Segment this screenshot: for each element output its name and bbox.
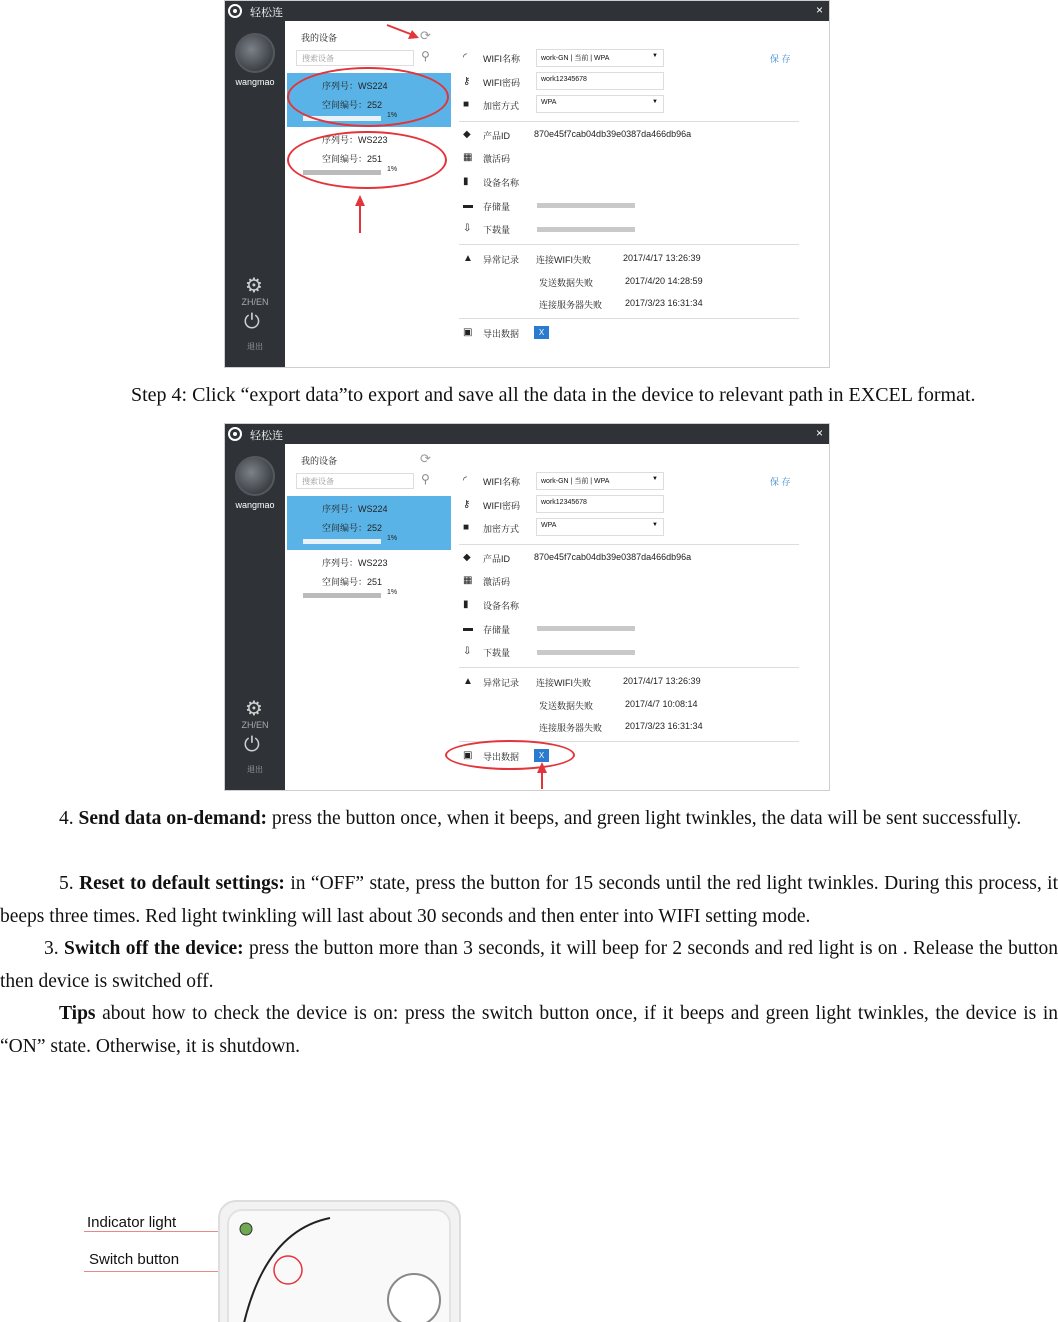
p4-heading: Send data on-demand:	[78, 808, 268, 829]
barcode-icon: ▮	[463, 599, 469, 610]
lock-icon: ■	[463, 99, 470, 110]
storage-label: 存储量	[483, 202, 511, 212]
download-icon: ⇩	[463, 223, 472, 234]
excel-icon[interactable]: X	[534, 749, 549, 762]
language-toggle[interactable]: ZH/EN	[241, 297, 269, 307]
device-progress: 1%	[387, 535, 398, 542]
error-message: 连接WIFI失败	[536, 255, 591, 265]
device-serial: 序列号：WS223	[322, 135, 388, 145]
device-photo	[218, 1200, 461, 1322]
p4-num: 4.	[59, 808, 79, 829]
power-icon[interactable]: ⏻	[244, 734, 260, 756]
error-time: 2017/4/20 14:28:59	[625, 276, 703, 286]
warning-icon: ▲	[463, 253, 473, 264]
errors-label: 异常记录	[483, 678, 520, 688]
search-input[interactable]: 搜索设备	[296, 473, 414, 489]
error-message: 连接服务器失败	[539, 723, 603, 733]
error-time: 2017/4/17 13:26:39	[623, 676, 701, 686]
device-progress: 1%	[387, 589, 398, 596]
paragraph-reset	[0, 867, 1058, 933]
wifi-name-label: WIFI名称	[483, 54, 520, 64]
key-icon: ⚷	[463, 76, 471, 87]
wifi-password-label: WIFI密码	[483, 78, 520, 88]
tag-icon: ◆	[463, 129, 471, 140]
product-id-label: 产品ID	[483, 554, 511, 564]
refresh-icon[interactable]: ⟳	[420, 28, 431, 43]
step-caption: Step 4: Click “export data”to export and save all the data in the device to relevant path in EXCEL format.	[131, 384, 976, 406]
wifi-password-field[interactable]: work12345678	[536, 72, 664, 90]
power-icon[interactable]: ⏻	[244, 311, 260, 333]
quit-button[interactable]: 退出	[247, 342, 263, 351]
folder-icon: ▬	[463, 200, 473, 211]
tag-icon: ◆	[463, 552, 471, 563]
download-icon: ⇩	[463, 646, 472, 657]
device-space: 空间编号：252	[322, 523, 383, 533]
paragraph-send-data	[0, 802, 1058, 835]
product-id-value: 870e45f7cab04db39e0387da466db96a	[534, 552, 692, 562]
app-title: 轻松连	[250, 7, 283, 19]
encryption-label: 加密方式	[483, 101, 520, 111]
device-space: 空间编号：251	[322, 577, 383, 587]
p5-text: in “OFF” state, press the button for 15 seconds until the red light twinkles. During this process, it beeps three times. Red light twinkling will last about 30 seconds and then enter into WIFI setting mode.	[0, 873, 1058, 927]
encryption-label: 加密方式	[483, 524, 520, 534]
indicator-light-label: Indicator light	[87, 1214, 177, 1231]
quit-button[interactable]: 退出	[247, 765, 263, 774]
indicator-light	[240, 1223, 252, 1235]
username: wangmao	[235, 500, 275, 510]
p3-num: 3.	[44, 938, 64, 959]
app-title: 轻松连	[250, 430, 283, 442]
activation-label: 激活码	[483, 577, 511, 587]
wifi-name-value: work-GN | 当前 | WPA	[541, 478, 610, 485]
p5-heading: Reset to default settings:	[79, 873, 285, 894]
p4-text: press the button once, when it beeps, and green light twinkles, the data will be sent successfully.	[267, 808, 1022, 829]
app-screenshot-refresh	[224, 0, 830, 368]
switch-button-label: Switch button	[89, 1251, 180, 1268]
device-drawing	[220, 1202, 461, 1322]
language-toggle[interactable]: ZH/EN	[241, 720, 269, 730]
save-button[interactable]: 保 存	[770, 477, 791, 487]
devices-header: 我的设备	[301, 33, 338, 43]
device-serial: 序列号：WS224	[322, 81, 388, 91]
error-time: 2017/4/7 10:08:14	[625, 699, 698, 709]
grid-icon: ▦	[463, 575, 473, 586]
search-icon[interactable]: ⚲	[421, 49, 430, 63]
search-icon[interactable]: ⚲	[421, 472, 430, 486]
gear-icon[interactable]: ⚙	[245, 698, 263, 720]
export-data-button[interactable]: 导出数据	[483, 752, 520, 762]
devices-header: 我的设备	[301, 456, 338, 466]
chevron-down-icon: ▼	[652, 53, 658, 59]
error-message: 发送数据失败	[539, 701, 594, 711]
wifi-icon: ◜	[463, 475, 467, 486]
tips-text: about how to check the device is on: press the switch button once, if it beeps and green light twinkles, the device is in “ON” state. Otherwise, it is shutdown.	[0, 1003, 1058, 1057]
folder-icon: ▬	[463, 623, 473, 634]
export-icon: ▣	[463, 750, 473, 761]
app-screenshot-export	[224, 423, 830, 791]
errors-label: 异常记录	[483, 255, 520, 265]
p3-text: press the button more than 3 seconds, it will beep for 2 seconds and red light is on . Release the button then device is switched off.	[0, 938, 1058, 992]
wifi-name-value: work-GN | 当前 | WPA	[541, 55, 610, 62]
error-message: 连接WIFI失败	[536, 678, 591, 688]
close-button[interactable]: ×	[815, 426, 823, 440]
download-label: 下载量	[483, 225, 511, 235]
activation-label: 激活码	[483, 154, 511, 164]
gear-icon[interactable]: ⚙	[245, 275, 263, 297]
chevron-down-icon: ▼	[652, 522, 658, 528]
device-serial: 序列号：WS224	[322, 504, 388, 514]
error-time: 2017/4/17 13:26:39	[623, 253, 701, 263]
encryption-value: WPA	[541, 99, 557, 106]
p5-num: 5.	[59, 873, 80, 894]
device-serial: 序列号：WS223	[322, 558, 388, 568]
username: wangmao	[235, 77, 275, 87]
device-progress: 1%	[387, 112, 398, 119]
device-progress: 1%	[387, 166, 398, 173]
key-icon: ⚷	[463, 499, 471, 510]
annotation-arrows	[225, 1, 830, 368]
refresh-icon[interactable]: ⟳	[420, 451, 431, 466]
tips-heading: Tips	[59, 1003, 96, 1024]
warning-icon: ▲	[463, 676, 473, 687]
product-id-label: 产品ID	[483, 131, 511, 141]
export-icon: ▣	[463, 327, 473, 338]
storage-label: 存储量	[483, 625, 511, 635]
export-data-button[interactable]: 导出数据	[483, 329, 520, 339]
device-space: 空间编号：252	[322, 100, 383, 110]
excel-icon[interactable]: X	[534, 326, 549, 339]
encryption-value: WPA	[541, 522, 557, 529]
device-name-label: 设备名称	[483, 601, 520, 611]
wifi-password-field[interactable]: work12345678	[536, 495, 664, 513]
annotation-arrow	[225, 424, 830, 791]
round-button	[388, 1274, 440, 1322]
download-label: 下载量	[483, 648, 511, 658]
barcode-icon: ▮	[463, 176, 469, 187]
lock-icon: ■	[463, 522, 470, 533]
p3-heading: Switch off the device:	[64, 938, 244, 959]
device-name-label: 设备名称	[483, 178, 520, 188]
error-time: 2017/3/23 16:31:34	[625, 721, 703, 731]
error-time: 2017/3/23 16:31:34	[625, 298, 703, 308]
chevron-down-icon: ▼	[652, 99, 658, 105]
error-message: 连接服务器失败	[539, 300, 603, 310]
error-message: 发送数据失败	[539, 278, 594, 288]
product-id-value: 870e45f7cab04db39e0387da466db96a	[534, 129, 692, 139]
device-space: 空间编号：251	[322, 154, 383, 164]
save-button[interactable]: 保 存	[770, 54, 791, 64]
close-button[interactable]: ×	[815, 3, 823, 17]
search-input[interactable]: 搜索设备	[296, 50, 414, 66]
paragraph-tips	[0, 997, 1058, 1063]
wifi-icon: ◜	[463, 52, 467, 63]
wifi-name-label: WIFI名称	[483, 477, 520, 487]
chevron-down-icon: ▼	[652, 476, 658, 482]
grid-icon: ▦	[463, 152, 473, 163]
paragraph-switch-off	[0, 932, 1058, 998]
wifi-password-label: WIFI密码	[483, 501, 520, 511]
